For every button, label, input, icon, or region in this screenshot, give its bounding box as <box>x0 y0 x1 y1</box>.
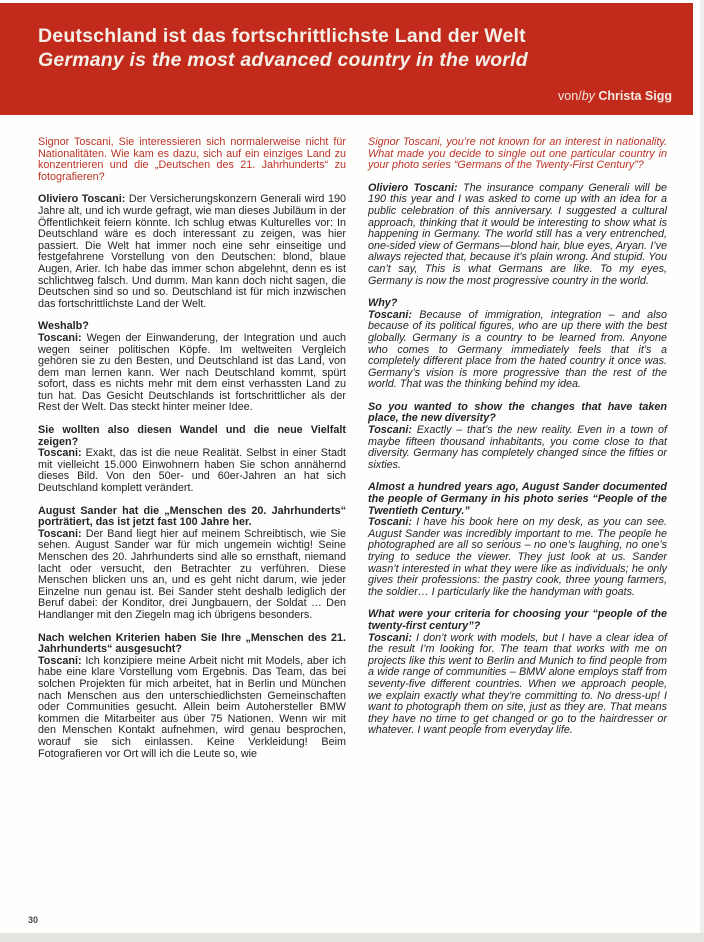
speaker-name: Toscani: <box>38 527 82 540</box>
qa-block <box>38 425 346 495</box>
qa-block <box>38 506 346 622</box>
header-band <box>0 3 693 115</box>
answer-text: The insurance company Generali will be 190 this year and I was asked to come up with an idea for a public celebration of this anniversary. I suggested a cultural approach, thinking that it would be interesting to show what is happening in Germany. The world still has a very entrenched, one-sided view of Germans—blond hair, blue eyes, Aryan. I’ve always rejected that, because it’s plain wrong. And stupid. You can’t say, This is what Germans are like. To my eyes, Germany is now the most progressive country in the world. <box>368 181 668 287</box>
qa-block <box>368 402 667 472</box>
question-text: Weshalb? <box>38 320 89 333</box>
question-text: So you wanted to show the changes that have taken place, the new diversity? <box>368 400 667 425</box>
answer-paragraph <box>38 656 346 760</box>
qa-block <box>368 298 667 391</box>
answer-text: Der Versicherungskonzern Generali wird 190 Jahre alt, und ich wurde gefragt, wie man dieses Jubiläum in der Öffentlichkeit feiern könnte. Ich schlug etwas Kulturelles vor: In Deutschland wäre es doch interessant zu zeigen, was hier passiert. Die Welt hat immer noch eine sehr einseitige und festgefahrene Vorstellung von den Deutschen: blond, blaue Augen, Arier. Ich habe das immer schon abgelehnt, denn es ist schlichtweg falsch. Und dumm. Man kann doch nicht sagen, die Deutschen sind so und so. Deutschland ist für mich inzwischen das fortschrittlichste Land der Welt. <box>38 193 346 310</box>
speaker-name: Toscani: <box>38 654 82 667</box>
speaker-name: Oliviero Toscani: <box>368 181 458 194</box>
answer-text: Exakt, das ist die neue Realität. Selbst in einer Stadt mit vielleicht 15.000 Einwohnern haben Sie schon annähernd dieses Bild. Von den 50er- und 60er-Jahren an hat sich Deutschland komplett verändert. <box>38 447 347 495</box>
speaker-name: Toscani: <box>368 516 412 529</box>
page-number: 30 <box>28 915 39 925</box>
byline <box>558 89 672 103</box>
qa-block <box>38 633 346 761</box>
qa-block <box>368 482 667 598</box>
answer-text: Wegen der Einwanderung, der Integration und auch wegen seiner politischen Köpfe. Im weltweiten Vergleich gehören sie zu den Besten, und Deutschland ist das Land, von dem man lernen kann. Wer nach Deutschland kommt, spürt sofort, dass es nichts mehr mit dem einst verhassten Land zu tun hat. Das Gesicht Deutschlands ist fortschrittlicher als der Rest der Welt. Das steckt hinter meiner Idee. <box>38 331 347 414</box>
answer-text: Der Band liegt hier auf meinem Schreibtisch, wie Sie sehen. August Sander war für mich ungemein wichtig! Seine Menschen des 20. Jahrhunderts sind alle so ernsthaft, niemand lacht oder versucht, den Betrachter zu verführen. Diese Menschen blicken uns an, und es geht nicht darum, wie jeder Einzelne nun genau ist. Bei Sander steht deshalb lediglich der Beruf dabei: der Konditor, drei Jungbauern, der Soldat … Den Handlanger mit den Ziegeln mag ich übrigens besonders. <box>38 527 346 621</box>
speaker-name: Oliviero Toscani: <box>38 193 126 206</box>
column-german <box>38 137 346 760</box>
title-german: Deutschland ist das fortschrittlichste Land der Welt <box>38 25 526 47</box>
byline-by: by <box>581 89 595 103</box>
column-english <box>368 137 667 760</box>
answer-text: I have his book here on my desk, as you can see. August Sander was incredibly important to me. The people he photographed are all so serious – no one’s laughing, no one’s trying to seduce the viewer. They just look at us. Sander wasn’t interested in what they were like as individuals; he only gives their professions: the pastry cook, three young farmers, the soldier… I particularly like the handyman with goats. <box>368 516 667 598</box>
answer-paragraph <box>368 633 667 737</box>
intro-question-de: Signor Toscani, Sie interessieren sich normalerweise nicht für Nationalitäten. Wie kam es dazu, sich auf ein einziges Land zu konzentrieren und die „Deutschen des 21. Jahrhunderts“ zu fotografieren? <box>38 136 346 183</box>
answer-text: Exactly – that’s the new reality. Even in a town of maybe fifteen thousand inhabitants, you come close to that diversity. Germany has completely changed since the fifties or sixties. <box>368 424 668 471</box>
answer-paragraph <box>38 448 346 494</box>
speaker-name: Toscani: <box>368 424 412 437</box>
speaker-name: Toscani: <box>368 308 412 321</box>
answer-text: Ich konzipiere meine Arbeit nicht mit Models, aber ich habe eine klare Vorstellung vom Ergebnis. Das Team, das bei solchen Projekten für mich arbeitet, hat in Berlin und München nach Menschen aus den unterschiedlichsten Gemeinschaften oder Communities gesucht. Allein beim Autohersteller BMW kommen die Mitarbeiter aus über 75 Nationen. Wenn wir mit den Menschen Kontakt aufnehmen, wird genau besprochen, worauf sie sich einlassen. Keine Verkleidung! Beim Fotografieren vor Ort will ich die Leute so, wie <box>38 654 347 760</box>
qa-block <box>38 321 346 414</box>
scan-edge-right <box>700 0 704 942</box>
question-text: Why? <box>368 297 398 310</box>
speaker-name: Toscani: <box>368 631 412 644</box>
qa-block <box>368 183 667 287</box>
question-text: August Sander hat die „Menschen des 20. Jahrhunderts“ porträtiert, das ist jetzt fast 100 Jahre her. <box>38 504 346 529</box>
question-text: What were your criteria for choosing your “people of the twenty-first century”? <box>368 608 667 632</box>
answer-paragraph <box>38 529 346 622</box>
answer-text: I don’t work with models, but I have a clear idea of the result I’m looking for. The team that works with me on projects like this went to Berlin and Munich to find people from a wide range of communities – BMW alone employs staff from seventy-five different countries. When we approach people, we explain exactly what they’re committing to. No dress-up! I want to photograph them on site, just as they are. That means they have no time to get changed or go to the hairdresser or whatever. I want people from everyday life. <box>368 631 667 737</box>
page-title <box>38 24 528 72</box>
answer-paragraph <box>368 517 667 598</box>
qa-block <box>368 609 667 737</box>
interview-columns <box>38 137 667 760</box>
intro-question-en: Signor Toscani, you’re not known for an interest in nationality. What made you decide to single out one particular country in your photo series “Germans of the Twenty-First Century”? <box>368 136 667 172</box>
speaker-name: Toscani: <box>38 447 82 460</box>
question-text: Sie wollten also diesen Wandel und die neue Vielfalt zeigen? <box>38 424 346 448</box>
byline-author: Christa Sigg <box>598 89 672 103</box>
answer-paragraph <box>38 194 346 310</box>
question-text: Almost a hundred years ago, August Sander documented the people of Germany in his photo series “People of the Twentieth Century.” <box>368 481 667 517</box>
byline-prefix: von/ <box>558 89 582 103</box>
question-text: Nach welchen Kriterien haben Sie Ihre „Menschen des 21. Jahrhunderts“ ausgesucht? <box>38 631 346 656</box>
qa-block <box>38 194 346 310</box>
scan-edge-bottom <box>0 933 704 942</box>
answer-paragraph <box>368 425 667 471</box>
speaker-name: Toscani: <box>38 331 82 344</box>
answer-paragraph <box>368 183 667 287</box>
title-english: Germany is the most advanced country in the world <box>38 49 528 71</box>
answer-paragraph <box>368 310 667 391</box>
answer-paragraph <box>38 333 346 414</box>
answer-text: Because of immigration, integration – and also because of its political figures, who are up there with the best globally. Germany is a country to be learned from. Anyone who comes to Germany immediately feels that it’s a completely different place from the hated country it once was. Germany’s vision is more progressive than the rest of the world. That was the thinking behind my idea. <box>368 308 667 391</box>
